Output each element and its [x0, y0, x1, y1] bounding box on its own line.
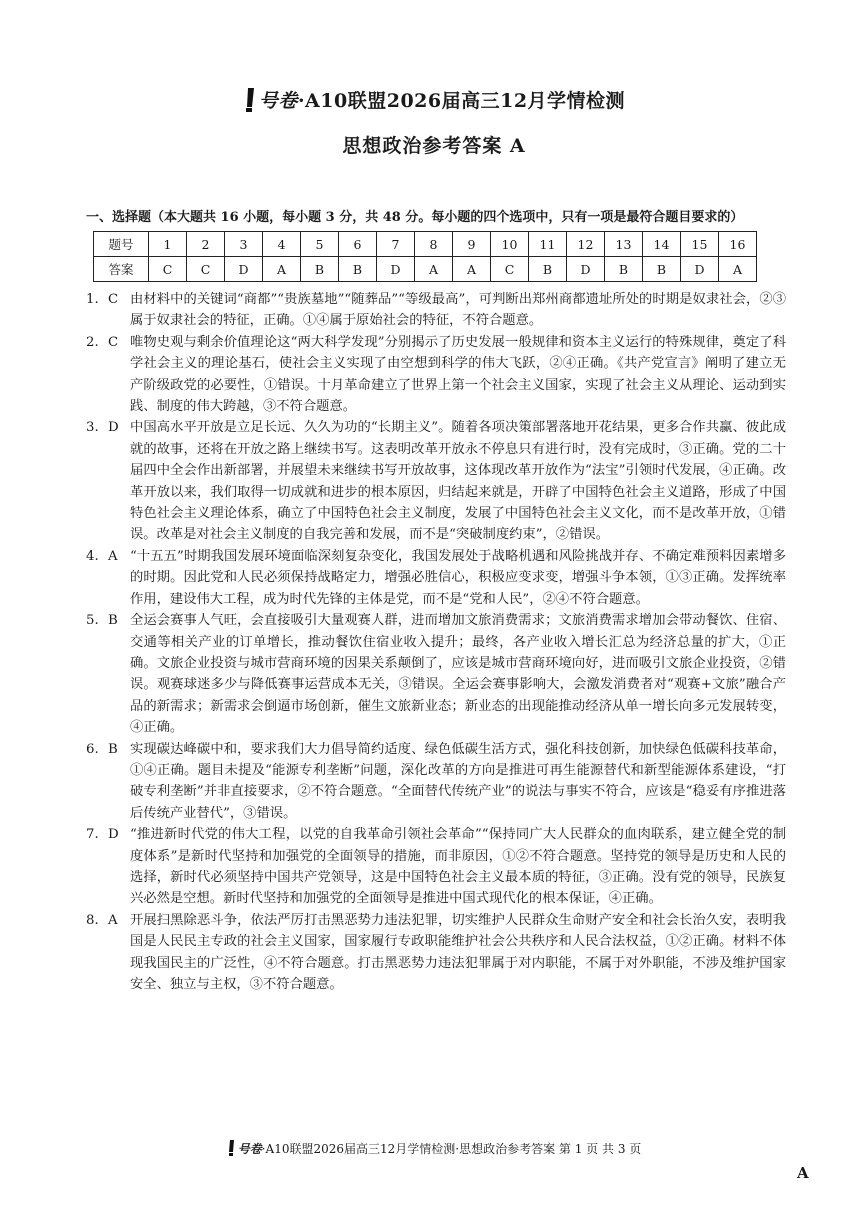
table-cell: 14 — [643, 232, 681, 257]
section-heading: 一、选择题（本大题共 16 小题，每小题 3 分，共 48 分。每小题的四个选项中，只有一项是最符合题目要求的） — [86, 210, 744, 225]
item-number: 2. — [86, 334, 99, 350]
item-number: 3. — [86, 420, 99, 436]
table-cell: C — [187, 257, 225, 282]
item-text: “十五五”时期我国发展环境面临深刻复杂变化，我国发展处于战略机遇和风险挑战并存、不确定难预料因素增多的时期。因此党和人民必须保持战略定力，增强必胜信心，积极应变求变，增强斗争本领，①③正确。发挥统率作用，建设伟大工程，成为时代先锋的主体是党，而不是“党和人民”，②④不符合题意。 — [130, 548, 786, 607]
title-line-1: ·A10联盟2026届高三12月学情检测 — [297, 90, 626, 112]
item-text: “推进新时代党的伟大工程，以党的自我革命引领社会革命”“保持同广大人民群众的血肉联系，建立健全党的制度体系”是新时代坚持和加强党的全面领导的措施，而非原因，①②不符合题意。坚持党的领导是历史和人民的选择，新时代必须坚持中国共产党领导，这是中国特色社会主义最本质的特征，③正确。没有党的领导，民族复兴必然是空想。新时代坚持和加强党的全面领导是推进中国式现代化的根本保证，④正确。 — [130, 827, 786, 907]
item-text: 全运会赛事人气旺，会直接吸引大量观赛人群，进而增加文旅消费需求；文旅消费需求增加会带动餐饮、住宿、交通等相关产业的订单增长，推动餐饮住宿业收入提升；最终，各产业收入增长汇总为经济总量的扩大，①正确。文旅企业投资与城市营商环境的因果关系颠倒了，应该是城市营商环境向好，进而吸引文旅企业投资，②错误。观赛球迷多少与降低赛事运营成本无关，③错误。全运会赛事影响大，会激发消费者对“观赛+文旅”融合产品的新需求；新需求会倒逼市场创新，催生文旅新业态；新业态的出现能推动经济从单一增长向多元发展转变，④正确。 — [130, 613, 786, 736]
footer-logo-text: 号卷 — [237, 1142, 262, 1156]
item-number: 8. — [86, 912, 99, 928]
table-cell: D — [225, 257, 263, 282]
item-answer: D — [108, 420, 119, 436]
table-cell: 8 — [415, 232, 453, 257]
table-cell: 1 — [149, 232, 187, 257]
table-cell: 3 — [225, 232, 263, 257]
table-cell: 11 — [529, 232, 567, 257]
table-cell: A — [415, 257, 453, 282]
table-cell: 4 — [263, 232, 301, 257]
table-cell: A — [263, 257, 301, 282]
brand-logo-icon — [243, 87, 257, 118]
page-footer — [0, 1140, 868, 1159]
item-number: 5. — [86, 613, 99, 629]
list-item — [86, 417, 786, 545]
table-cell: 15 — [681, 232, 719, 257]
table-cell: B — [529, 257, 567, 282]
item-number: 7. — [86, 827, 99, 843]
table-cell: 16 — [719, 232, 757, 257]
version-mark: A — [797, 1164, 809, 1182]
list-item — [86, 739, 786, 825]
page-subtitle: 思想政治参考答案 A — [342, 135, 526, 157]
footer-text: ·A10联盟2026届高三12月学情检测·思想政治参考答案 第 1 页 共 3 页 — [261, 1142, 642, 1156]
item-text: 唯物史观与剩余价值理论这“两大科学发现”分别揭示了历史发展一般规律和资本主义运行的特殊规律，奠定了科学社会主义的理论基石，使社会主义实现了由空想到科学的伟大飞跃，②④正确。《共产党宣言》阐明了建立无产阶级政党的必要性，①错误。十月革命建立了世界上第一个社会主义国家，实现了社会主义从理论、运动到实践、制度的伟大跨越，③不符合题意。 — [130, 334, 786, 415]
table-cell: B — [605, 257, 643, 282]
item-text: 由材料中的关键词“商都”“贵族墓地”“随葬品”“等级最高”，可判断出郑州商都遗址所处的时期是奴隶社会，②③属于奴隶社会的特征，正确。①④属于原始社会的特征，不符合题意。 — [130, 292, 786, 329]
table-cell: C — [491, 257, 529, 282]
table-row-answers — [94, 257, 757, 282]
table-cell: A — [719, 257, 757, 282]
table-cell: 12 — [567, 232, 605, 257]
list-item — [86, 910, 786, 996]
item-number: 1. — [86, 292, 99, 307]
table-cell: 7 — [377, 232, 415, 257]
list-item — [86, 289, 786, 332]
item-text: 中国高水平开放是立足长远、久久为功的“长期主义”。随着各项决策部署落地开花结果，更多合作共赢、彼此成就的故事，还将在开放之路上继续书写。这表明改革开放永不停息只有进行时，没有完成时，③正确。党的二十届四中全会作出新部署，并展望未来继续书写开放故事，这体现改革开放作为“法宝”引领时代发展，④正确。改革开放以来，我们取得一切成就和进步的根本原因，归结起来就是，开辟了中国特色社会主义道路，形成了中国特色社会主义理论体系，确立了中国特色社会主义制度，发展了中国特色社会主义文化，而不是改革开放，①错误。改革是对社会主义制度的自我完善和发展，而不是“突破制度约束”，②错误。 — [130, 420, 786, 543]
explanation-list — [86, 289, 786, 995]
row-label-number: 题号 — [94, 232, 149, 257]
answer-table — [93, 231, 757, 282]
brand-logo-icon — [227, 1140, 236, 1159]
item-number: 6. — [86, 741, 99, 757]
table-cell: 5 — [301, 232, 339, 257]
item-answer: B — [108, 613, 118, 629]
item-text: 开展扫黑除恶斗争，依法严厉打击黑恶势力违法犯罪，切实维护人民群众生命财产安全和社会长治久安，表明我国是人民民主专政的社会主义国家，国家履行专政职能维护社会公共秩序和人民合法权益，①②正确。材料不体现我国民主的广泛性，④不符合题意。打击黑恶势力违法犯罪属于对内职能，不属于对外职能，不涉及维护国家安全、独立与主权，③不符合题意。 — [130, 912, 786, 992]
item-answer: B — [108, 741, 118, 757]
row-label-answer: 答案 — [94, 257, 149, 282]
table-cell: B — [643, 257, 681, 282]
list-item — [86, 332, 786, 418]
list-item — [86, 610, 786, 738]
list-item — [86, 824, 786, 910]
item-answer: C — [108, 292, 119, 307]
table-cell: D — [567, 257, 605, 282]
table-cell: D — [681, 257, 719, 282]
table-cell: 9 — [453, 232, 491, 257]
item-answer: D — [108, 827, 119, 843]
table-cell: 6 — [339, 232, 377, 257]
item-answer: A — [108, 548, 118, 564]
table-cell: 10 — [491, 232, 529, 257]
table-cell: 2 — [187, 232, 225, 257]
table-row-numbers — [94, 232, 757, 257]
item-text: 实现碳达峰碳中和，要求我们大力倡导简约适度、绿色低碳生活方式，强化科技创新，加快绿色低碳科技革命，①④正确。题目未提及“能源专利垄断”问题，深化改革的方向是推进可再生能源替代和新型能源体系建设，“打破专利垄断”并非直接要求，②不符合题意。“全面替代传统产业”的说法与事实不符合，应该是“稳妥有序推进落后传统产业替代”，③错误。 — [130, 741, 786, 821]
item-answer: C — [108, 334, 119, 350]
table-cell: D — [377, 257, 415, 282]
table-cell: A — [453, 257, 491, 282]
item-answer: A — [108, 912, 118, 928]
table-cell: B — [301, 257, 339, 282]
table-cell: B — [339, 257, 377, 282]
page-title — [0, 86, 868, 118]
item-number: 4. — [86, 548, 99, 564]
table-cell: C — [149, 257, 187, 282]
table-cell: 13 — [605, 232, 643, 257]
list-item — [86, 546, 786, 610]
logo-text: 号卷 — [258, 90, 298, 112]
